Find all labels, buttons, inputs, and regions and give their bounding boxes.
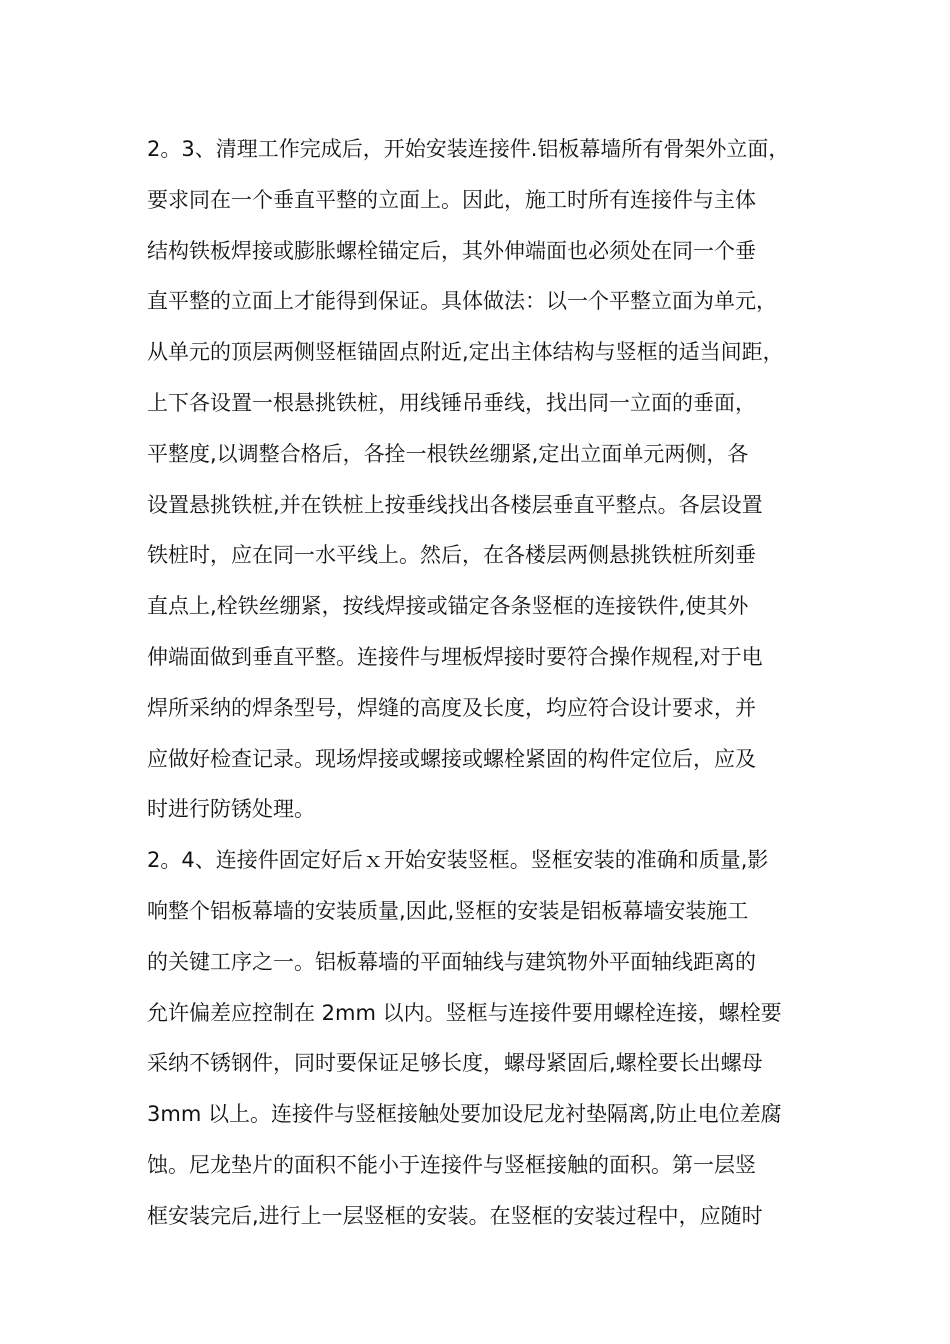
text-line: 时进行防锈处理。 (147, 797, 315, 822)
text-line: 焊所采纳的焊条型号，焊缝的高度及长度，均应符合设计要求，并 (147, 695, 756, 720)
text-line: 设置悬挑铁桩,并在铁桩上按垂线找出各楼层垂直平整点。各层设置 (147, 492, 763, 517)
text-line: 响整个铝板幕墙的安装质量,因此,竖框的安装是铝板幕墙安装施工 (147, 898, 749, 923)
body-text (147, 124, 847, 1242)
text-line: 2。3、清理工作完成后，开始安装连接件.铝板幕墙所有骨架外立面， (147, 137, 790, 161)
text-line: 应做好检查记录。现场焊接或螺接或螺栓紧固的构件定位后，应及 (147, 746, 756, 771)
text-line: 3mm 以上。连接件与竖框接触处要加设尼龙衬垫隔离,防止电位差腐 (147, 1102, 782, 1127)
text-line: 框安装完后,进行上一层竖框的安装。在竖框的安装过程中，应随时 (147, 1203, 763, 1228)
text-line: 采纳不锈钢件，同时要保证足够长度，螺母紧固后,螺栓要长出螺母 (147, 1051, 763, 1076)
text-line: 结构铁板焊接或膨胀螺栓锚定后，其外伸端面也必须处在同一个垂 (147, 238, 756, 263)
text-line: 要求同在一个垂直平整的立面上。因此，施工时所有连接件与主体 (147, 187, 756, 212)
text-line: 铁桩时，应在同一水平线上。然后，在各楼层两侧悬挑铁桩所刻垂 (147, 543, 756, 568)
text-line: 上下各设置一根悬挑铁桩，用线锤吊垂线，找出同一立面的垂面， (147, 390, 756, 415)
text-line: 从单元的顶层两侧竖框锚固点附近,定出主体结构与竖框的适当间距， (147, 340, 784, 365)
text-line: 的关键工序之一。铝板幕墙的平面轴线与建筑物外平面轴线距离的 (147, 949, 756, 974)
text-line: 伸端面做到垂直平整。连接件与埋板焊接时要符合操作规程,对于电 (147, 644, 763, 669)
text-line: 允许偏差应控制在 2mm 以内。竖框与连接件要用螺栓连接，螺栓要 (147, 1000, 782, 1025)
text-line: 平整度,以调整合格后，各拴一根铁丝绷紧,定出立面单元两侧，各 (147, 441, 749, 466)
text-line: 2。4、连接件固定好后ｘ开始安装竖框。竖框安装的准确和质量,影 (147, 848, 769, 873)
text-line: 直平整的立面上才能得到保证。具体做法：以一个平整立面为单元， (147, 289, 777, 314)
text-line: 蚀。尼龙垫片的面积不能小于连接件与竖框接触的面积。第一层竖 (147, 1152, 756, 1177)
text-line: 直点上,栓铁丝绷紧，按线焊接或锚定各条竖框的连接铁件,使其外 (147, 594, 749, 619)
